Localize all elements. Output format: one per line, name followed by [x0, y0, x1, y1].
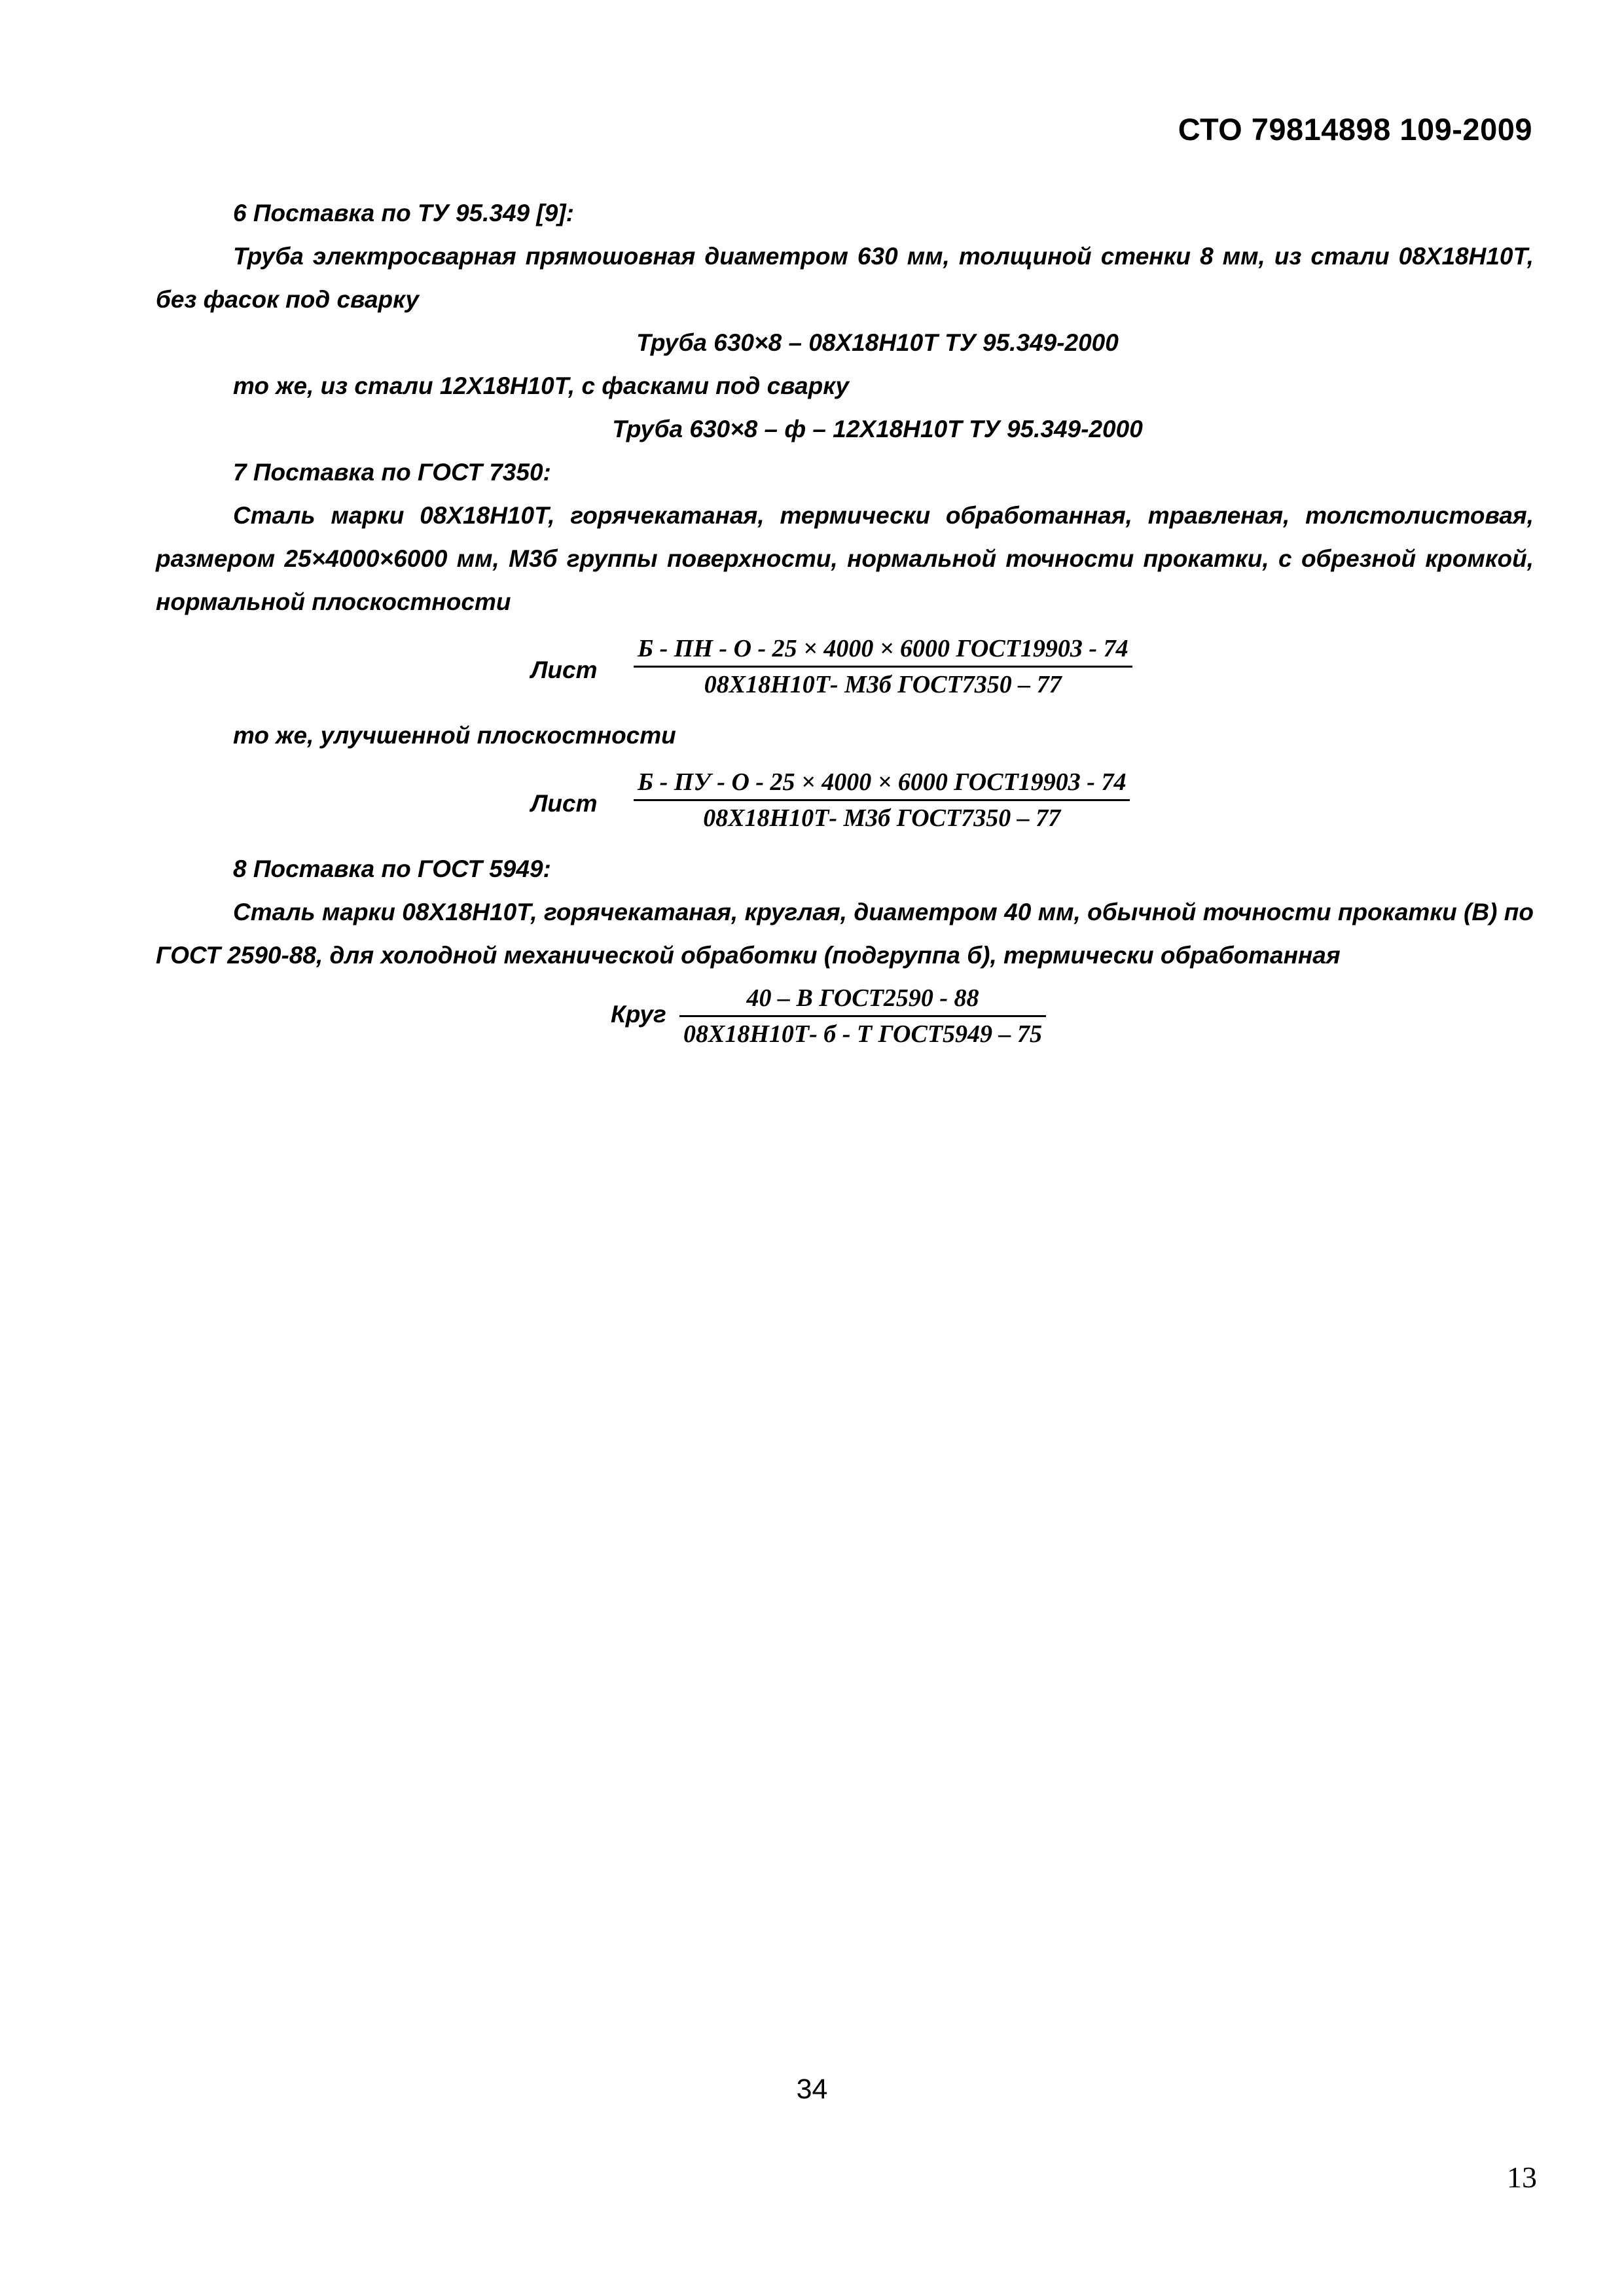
document-body [156, 192, 1534, 1067]
document-code-header: СТО 79814898 109-2009 [1178, 112, 1532, 147]
formula-denominator: 08Х18Н10Т- б - Т ГОСТ5949 – 75 [683, 1020, 1043, 1048]
section-7-text-1: Сталь марки 08Х18Н10Т, горячекатаная, термически обработанная, травленая, толстолистовая, размером 25×4000×6000 мм, М3б группы поверхности, нормальной точности прокатки, с обрезной кромкой, нормальной плоскостности [156, 502, 1534, 615]
formula-label: Лист [531, 790, 598, 817]
section-7-formula-2 [156, 761, 1534, 848]
section-6-text-1: Труба электросварная прямошовная диаметром 630 мм, толщиной стенки 8 мм, из стали 08Х18Н10Т, без фасок под сварку [156, 243, 1534, 313]
formula-fraction [634, 632, 1132, 702]
section-8-text-1: Сталь марки 08Х18Н10Т, горячекатаная, круглая, диаметром 40 мм, обычной точности прокатки (В) по ГОСТ 2590-88, для холодной механической обработки (подгруппа б), термически обработанная [156, 899, 1534, 969]
formula-fraction [634, 765, 1130, 835]
formula-fraction [679, 981, 1046, 1051]
section-7-formula-1 [156, 628, 1534, 714]
sheet-number: 13 [1507, 2161, 1537, 2194]
formula-numerator: 40 – В ГОСТ2590 - 88 [679, 981, 1046, 1017]
formula-numerator: Б - ПУ - О - 25 × 4000 × 6000 ГОСТ19903 - 74 [634, 765, 1130, 801]
formula-label: Круг [611, 1001, 666, 1028]
section-8-heading: 8 Поставка по ГОСТ 5949: [233, 855, 551, 882]
page-number: 34 [796, 2073, 828, 2105]
formula-label: Лист [531, 656, 598, 683]
section-6-designation-2: Труба 630×8 – ф – 12Х18Н10Т ТУ 95.349-2000 [612, 416, 1143, 442]
section-6-heading: 6 Поставка по ТУ 95.349 [9]: [233, 200, 574, 226]
section-7-heading: 7 Поставка по ГОСТ 7350: [233, 459, 551, 486]
formula-numerator: Б - ПН - О - 25 × 4000 × 6000 ГОСТ19903 - 74 [634, 632, 1132, 668]
formula-denominator: 08Х18Н10Т- М3б ГОСТ7350 – 77 [704, 671, 1062, 698]
section-6-designation-1: Труба 630×8 – 08Х18Н10Т ТУ 95.349-2000 [636, 329, 1119, 356]
section-6-text-2: то же, из стали 12Х18Н10Т, с фасками под сварку [233, 372, 849, 399]
formula-denominator: 08Х18Н10Т- М3б ГОСТ7350 – 77 [703, 804, 1061, 832]
section-7-text-2: то же, улучшенной плоскостности [233, 722, 676, 749]
section-8-formula-1 [156, 981, 1534, 1067]
